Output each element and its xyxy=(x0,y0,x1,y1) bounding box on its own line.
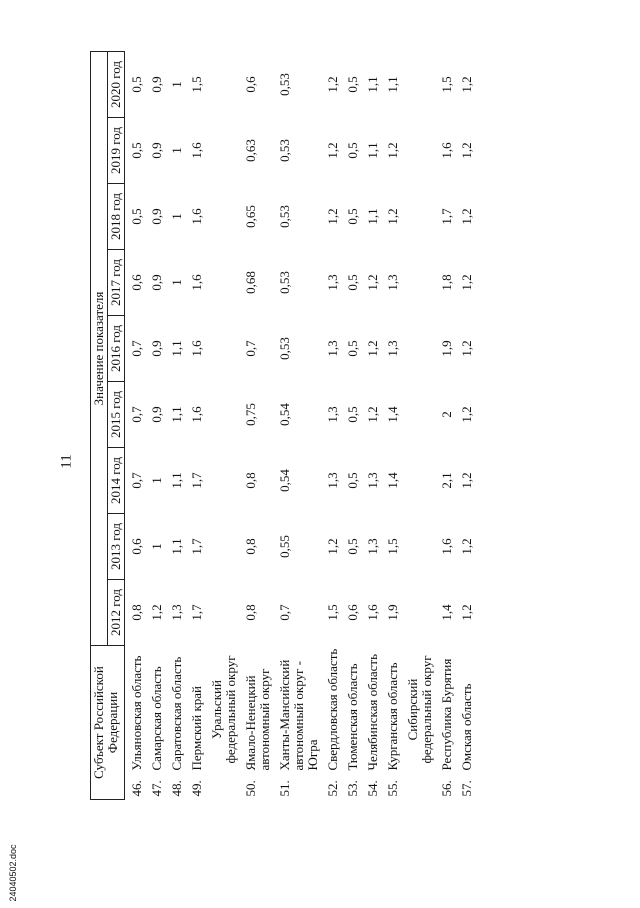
subject-header: Субъект Российской Федерации xyxy=(91,646,125,800)
value-cell xyxy=(401,580,435,646)
value-cell: 0,75 xyxy=(243,403,258,426)
region-row xyxy=(401,52,435,800)
table-body xyxy=(125,52,476,800)
row-number: 51. xyxy=(277,780,292,797)
value-cell: 1,7 xyxy=(189,604,204,621)
value-cell: 1,5 xyxy=(189,76,204,93)
value-cell: 1,1 xyxy=(169,406,184,423)
value-cell: 1,5 xyxy=(325,604,340,621)
value-cell: 1,1 xyxy=(385,76,400,93)
value-cell xyxy=(205,514,239,580)
value-cell: 1,4 xyxy=(439,604,454,621)
value-cell: 0,53 xyxy=(277,271,292,294)
value-cell xyxy=(205,448,239,514)
value-cell: 0,5 xyxy=(345,274,360,291)
value-cell: 1,2 xyxy=(385,208,400,225)
value-cell: 0,54 xyxy=(277,403,292,426)
value-cell xyxy=(401,118,435,184)
value-cell: 1,2 xyxy=(385,142,400,159)
region-name: Ямало-Ненецкий автономный округ xyxy=(243,668,272,771)
table-row xyxy=(361,52,381,800)
value-cell xyxy=(205,382,239,448)
value-cell: 1,2 xyxy=(459,76,474,93)
value-cell: 1,2 xyxy=(365,274,380,291)
value-cell: 0,5 xyxy=(129,208,144,225)
row-number: 57. xyxy=(459,780,474,797)
value-cell: 1,3 xyxy=(365,472,380,489)
value-cell: 0,5 xyxy=(345,406,360,423)
value-cell: 1,2 xyxy=(459,472,474,489)
region-name: Пермский край xyxy=(189,686,204,771)
value-cell: 0,55 xyxy=(277,535,292,558)
table-row xyxy=(321,52,341,800)
value-cell: 1,1 xyxy=(365,208,380,225)
value-cell: 0,5 xyxy=(345,76,360,93)
value-cell: 0,8 xyxy=(243,604,258,621)
year-header: 2017 год xyxy=(108,250,125,316)
value-cell: 1,6 xyxy=(365,604,380,621)
value-cell: 0,9 xyxy=(149,340,164,357)
value-cell: 0,7 xyxy=(277,604,292,621)
table-row xyxy=(435,52,455,800)
table-row xyxy=(341,52,361,800)
value-cell: 0,7 xyxy=(129,340,144,357)
value-cell: 1,7 xyxy=(189,538,204,555)
value-cell: 0,6 xyxy=(243,76,258,93)
value-cell: 0,5 xyxy=(345,340,360,357)
value-cell: 1,4 xyxy=(385,406,400,423)
value-cell: 1 xyxy=(169,213,184,220)
value-cell: 1,1 xyxy=(169,472,184,489)
value-cell: 1,6 xyxy=(189,274,204,291)
region-name: Республика Бурятия xyxy=(439,658,454,771)
value-cell: 1,5 xyxy=(439,76,454,93)
value-cell: 0,9 xyxy=(149,142,164,159)
value-cell: 1,3 xyxy=(169,604,184,621)
value-cell: 1,7 xyxy=(439,208,454,225)
value-cell: 0,63 xyxy=(243,139,258,162)
value-cell xyxy=(205,250,239,316)
value-cell: 1 xyxy=(169,147,184,154)
value-cell: 0,6 xyxy=(129,274,144,291)
value-cell: 1,6 xyxy=(189,406,204,423)
year-header: 2013 год xyxy=(108,514,125,580)
value-cell xyxy=(401,250,435,316)
region-name: Саратовская область xyxy=(169,656,184,771)
value-cell xyxy=(401,52,435,118)
table-row xyxy=(165,52,185,800)
region-row xyxy=(205,52,239,800)
value-cell: 1,2 xyxy=(459,208,474,225)
value-cell xyxy=(401,382,435,448)
row-number: 50. xyxy=(243,780,258,797)
table-row xyxy=(239,52,273,800)
value-cell: 1,1 xyxy=(169,340,184,357)
row-number: 55. xyxy=(385,780,400,797)
value-cell: 0,8 xyxy=(129,604,144,621)
value-cell: 0,7 xyxy=(243,340,258,357)
row-number: 48. xyxy=(169,780,184,797)
year-header: 2019 год xyxy=(108,118,125,184)
row-number: 46. xyxy=(129,780,144,797)
value-cell: 1,7 xyxy=(189,472,204,489)
value-header: Значение показателя xyxy=(91,52,108,646)
region-name: Тюменская область xyxy=(345,663,360,771)
value-cell: 0,54 xyxy=(277,469,292,492)
value-cell: 1,2 xyxy=(459,142,474,159)
value-cell: 1 xyxy=(149,477,164,484)
row-number xyxy=(401,774,435,800)
value-cell xyxy=(205,118,239,184)
value-cell: 1,6 xyxy=(439,142,454,159)
value-cell: 1,2 xyxy=(459,274,474,291)
row-number: 53. xyxy=(345,780,360,797)
value-cell: 1,2 xyxy=(459,406,474,423)
value-cell: 0,5 xyxy=(129,142,144,159)
year-header: 2015 год xyxy=(108,382,125,448)
value-cell: 0,5 xyxy=(345,472,360,489)
value-cell: 1 xyxy=(149,543,164,550)
table-row xyxy=(381,52,401,800)
value-cell: 0,53 xyxy=(277,139,292,162)
value-cell: 1,4 xyxy=(385,472,400,489)
value-cell: 1,8 xyxy=(439,274,454,291)
value-cell: 0,5 xyxy=(345,538,360,555)
value-cell: 2 xyxy=(439,411,454,418)
value-cell xyxy=(401,514,435,580)
value-cell: 1,6 xyxy=(189,208,204,225)
value-cell: 1,9 xyxy=(439,340,454,357)
value-cell: 0,65 xyxy=(243,205,258,228)
value-cell xyxy=(401,316,435,382)
federal-district-name: Уральский федеральный округ xyxy=(209,655,238,764)
value-cell: 1,2 xyxy=(365,340,380,357)
rotated-table-container xyxy=(90,55,590,800)
row-number xyxy=(205,774,239,800)
year-header: 2016 год xyxy=(108,316,125,382)
value-cell xyxy=(205,316,239,382)
region-name: Самарская область xyxy=(149,666,164,771)
year-header: 2012 год xyxy=(108,580,125,646)
value-cell: 1,3 xyxy=(365,538,380,555)
value-cell: 1,2 xyxy=(325,208,340,225)
value-cell: 0,68 xyxy=(243,271,258,294)
row-number: 56. xyxy=(439,780,454,797)
table-row xyxy=(455,52,475,800)
value-cell: 2,1 xyxy=(439,472,454,489)
value-cell: 1,6 xyxy=(189,142,204,159)
value-cell: 1,6 xyxy=(439,538,454,555)
value-cell: 1 xyxy=(169,81,184,88)
value-cell: 0,6 xyxy=(345,604,360,621)
page-number: 11 xyxy=(58,454,75,469)
value-cell: 1,2 xyxy=(325,142,340,159)
value-cell: 1,2 xyxy=(149,604,164,621)
value-cell: 1,2 xyxy=(459,340,474,357)
value-cell: 1,5 xyxy=(385,538,400,555)
value-cell: 1 xyxy=(169,279,184,286)
value-cell: 0,6 xyxy=(129,538,144,555)
value-cell: 1,3 xyxy=(325,340,340,357)
year-header: 2020 год xyxy=(108,52,125,118)
indicator-table xyxy=(90,51,475,800)
value-cell: 0,7 xyxy=(129,406,144,423)
value-cell: 0,5 xyxy=(345,142,360,159)
region-name: Челябинская область xyxy=(365,653,380,771)
region-name: Ульяновская область xyxy=(129,655,144,771)
value-cell: 1,6 xyxy=(189,340,204,357)
footer-filename: 24040502.doc xyxy=(8,844,18,902)
value-cell: 0,9 xyxy=(149,208,164,225)
value-cell: 0,9 xyxy=(149,76,164,93)
table-row xyxy=(145,52,165,800)
value-cell: 1,3 xyxy=(325,472,340,489)
year-header: 2014 год xyxy=(108,448,125,514)
value-cell: 0,9 xyxy=(149,406,164,423)
table-row xyxy=(273,52,321,800)
row-number: 54. xyxy=(365,780,380,797)
value-cell: 0,5 xyxy=(345,208,360,225)
value-cell: 1,2 xyxy=(459,604,474,621)
value-cell: 1,9 xyxy=(385,604,400,621)
region-name: Курганская область xyxy=(385,662,400,771)
value-cell: 0,53 xyxy=(277,205,292,228)
region-name: Омская область xyxy=(459,683,474,771)
row-number: 52. xyxy=(325,780,340,797)
value-cell xyxy=(401,448,435,514)
value-cell xyxy=(205,184,239,250)
value-cell: 1,2 xyxy=(325,76,340,93)
value-cell xyxy=(205,580,239,646)
value-cell xyxy=(205,52,239,118)
value-cell: 0,53 xyxy=(277,337,292,360)
value-cell: 0,53 xyxy=(277,73,292,96)
value-cell: 0,5 xyxy=(129,76,144,93)
value-cell: 0,8 xyxy=(243,538,258,555)
row-number: 47. xyxy=(149,780,164,797)
row-number: 49. xyxy=(189,780,204,797)
value-cell: 1,3 xyxy=(325,274,340,291)
table-row xyxy=(185,52,205,800)
federal-district-name: Сибирский федеральный округ xyxy=(405,655,434,764)
value-cell: 1,3 xyxy=(385,340,400,357)
region-name: Свердловская область xyxy=(325,648,340,771)
value-cell: 0,7 xyxy=(129,472,144,489)
value-cell: 0,8 xyxy=(243,472,258,489)
value-cell: 1,1 xyxy=(365,142,380,159)
value-cell: 1,2 xyxy=(325,538,340,555)
value-cell: 1,3 xyxy=(385,274,400,291)
value-cell xyxy=(401,184,435,250)
table-row xyxy=(125,52,146,800)
value-cell: 1,2 xyxy=(365,406,380,423)
value-cell: 1,1 xyxy=(169,538,184,555)
value-cell: 1,2 xyxy=(459,538,474,555)
year-header: 2018 год xyxy=(108,184,125,250)
region-name: Ханты-Мансийский автономный округ - Югра xyxy=(277,659,320,771)
value-cell: 1,3 xyxy=(325,406,340,423)
value-cell: 1,1 xyxy=(365,76,380,93)
value-cell: 0,9 xyxy=(149,274,164,291)
